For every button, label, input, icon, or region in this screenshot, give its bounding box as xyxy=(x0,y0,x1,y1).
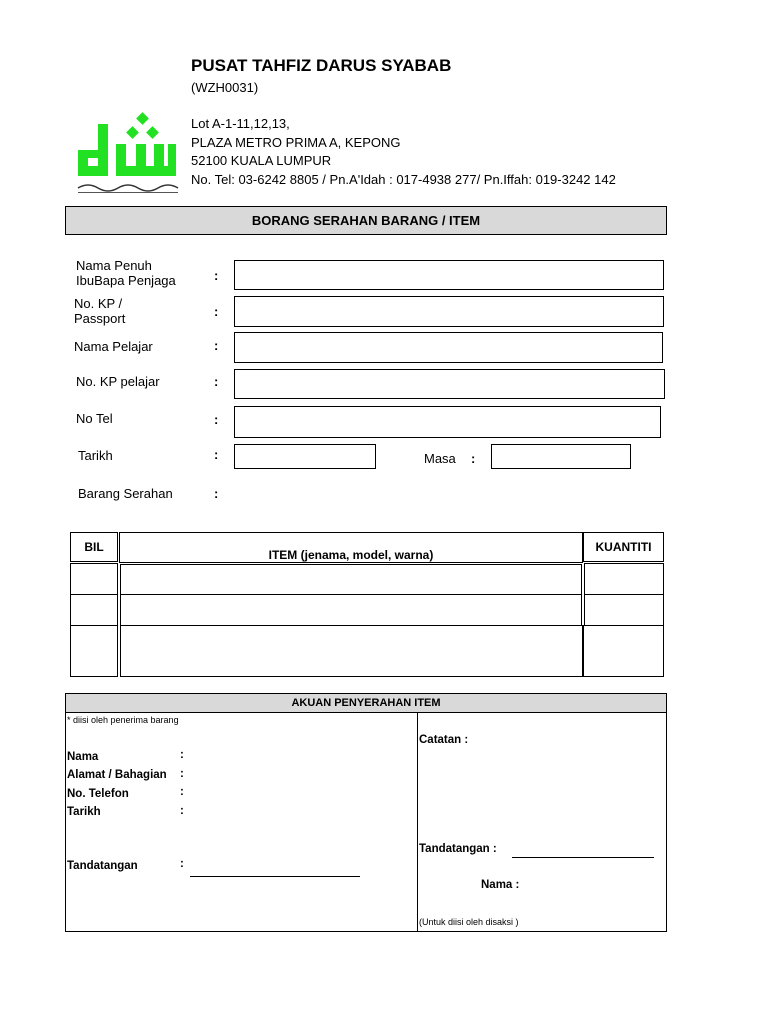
cell-kuantiti-3[interactable] xyxy=(583,625,664,677)
colon: : xyxy=(471,451,476,466)
no-tel-field[interactable] xyxy=(234,406,661,438)
label-saksi-tandatangan: Tandatangan : xyxy=(419,843,497,855)
label-catatan: Catatan : xyxy=(419,734,469,746)
no-kp-pelajar-field[interactable] xyxy=(234,369,665,399)
cell-item-2[interactable] xyxy=(120,594,582,626)
header-kuantiti: KUANTITI xyxy=(583,532,664,562)
cell-bil-1[interactable] xyxy=(70,563,118,595)
address-line: Lot A-1-11,12,13, xyxy=(191,116,290,131)
colon: : xyxy=(214,374,219,389)
colon: : xyxy=(180,768,184,780)
no-kp-field[interactable] xyxy=(234,296,664,327)
colon: : xyxy=(180,786,184,798)
akuan-title: AKUAN PENYERAHAN ITEM xyxy=(66,694,666,713)
colon: : xyxy=(214,447,219,462)
label-no-tel: No Tel xyxy=(76,411,113,426)
label-akuan-tarikh: Tarikh xyxy=(67,806,101,818)
cell-bil-2[interactable] xyxy=(70,594,118,626)
cell-bil-3[interactable] xyxy=(70,625,118,677)
colon: : xyxy=(180,858,184,870)
akuan-note: * diisi oleh penerima barang xyxy=(67,715,179,725)
label-akuan-nama: Nama xyxy=(67,751,99,763)
colon: : xyxy=(180,749,184,761)
saksi-footnote: (Untuk diisi oleh disaksi ) xyxy=(419,917,519,927)
cell-kuantiti-2[interactable] xyxy=(584,594,664,626)
label-tarikh: Tarikh xyxy=(78,448,113,463)
masa-field[interactable] xyxy=(491,444,631,469)
label-masa: Masa xyxy=(424,451,456,466)
colon: : xyxy=(214,304,219,319)
tarikh-field[interactable] xyxy=(234,444,376,469)
colon: : xyxy=(214,412,219,427)
nama-penuh-field[interactable] xyxy=(234,260,664,290)
saksi-signature-line[interactable] xyxy=(512,857,654,858)
label-no-kp-pelajar: No. KP pelajar xyxy=(76,374,160,389)
colon: : xyxy=(214,268,219,283)
label-akuan-telefon: No. Telefon xyxy=(67,788,129,800)
label-nama-pelajar: Nama Pelajar xyxy=(74,339,153,354)
nama-pelajar-field[interactable] xyxy=(234,332,663,363)
address-line: PLAZA METRO PRIMA A, KEPONG xyxy=(191,135,401,150)
org-title: PUSAT TAHFIZ DARUS SYABAB xyxy=(191,56,452,75)
header-bil: BIL xyxy=(70,532,118,562)
colon: : xyxy=(214,486,219,501)
dsh-logo-icon xyxy=(76,110,182,206)
label-akuan-tandatangan: Tandatangan xyxy=(67,860,138,872)
penerima-signature-line[interactable] xyxy=(190,876,360,877)
address-line: 52100 KUALA LUMPUR xyxy=(191,153,332,168)
akuan-divider xyxy=(417,713,418,931)
org-code: (WZH0031) xyxy=(191,80,259,95)
colon: : xyxy=(180,805,184,817)
label-barang-serahan: Barang Serahan xyxy=(78,486,173,501)
cell-kuantiti-1[interactable] xyxy=(584,563,664,595)
cell-item-1[interactable] xyxy=(120,564,582,595)
label-no-kp: No. KP / Passport xyxy=(74,296,126,326)
label-akuan-alamat: Alamat / Bahagian xyxy=(67,769,167,781)
form-banner: BORANG SERAHAN BARANG / ITEM xyxy=(65,206,667,235)
akuan-section xyxy=(65,693,667,932)
contact-line: No. Tel: 03-6242 8805 / Pn.A'Idah : 017-4938 277/ Pn.Iffah: 019-3242 142 xyxy=(191,172,616,187)
label-saksi-nama: Nama : xyxy=(481,879,520,891)
label-nama-penuh: Nama Penuh IbuBapa Penjaga xyxy=(76,258,176,288)
header-item: ITEM (jenama, model, warna) xyxy=(119,532,583,563)
cell-item-3[interactable] xyxy=(120,625,583,677)
colon: : xyxy=(214,338,219,353)
